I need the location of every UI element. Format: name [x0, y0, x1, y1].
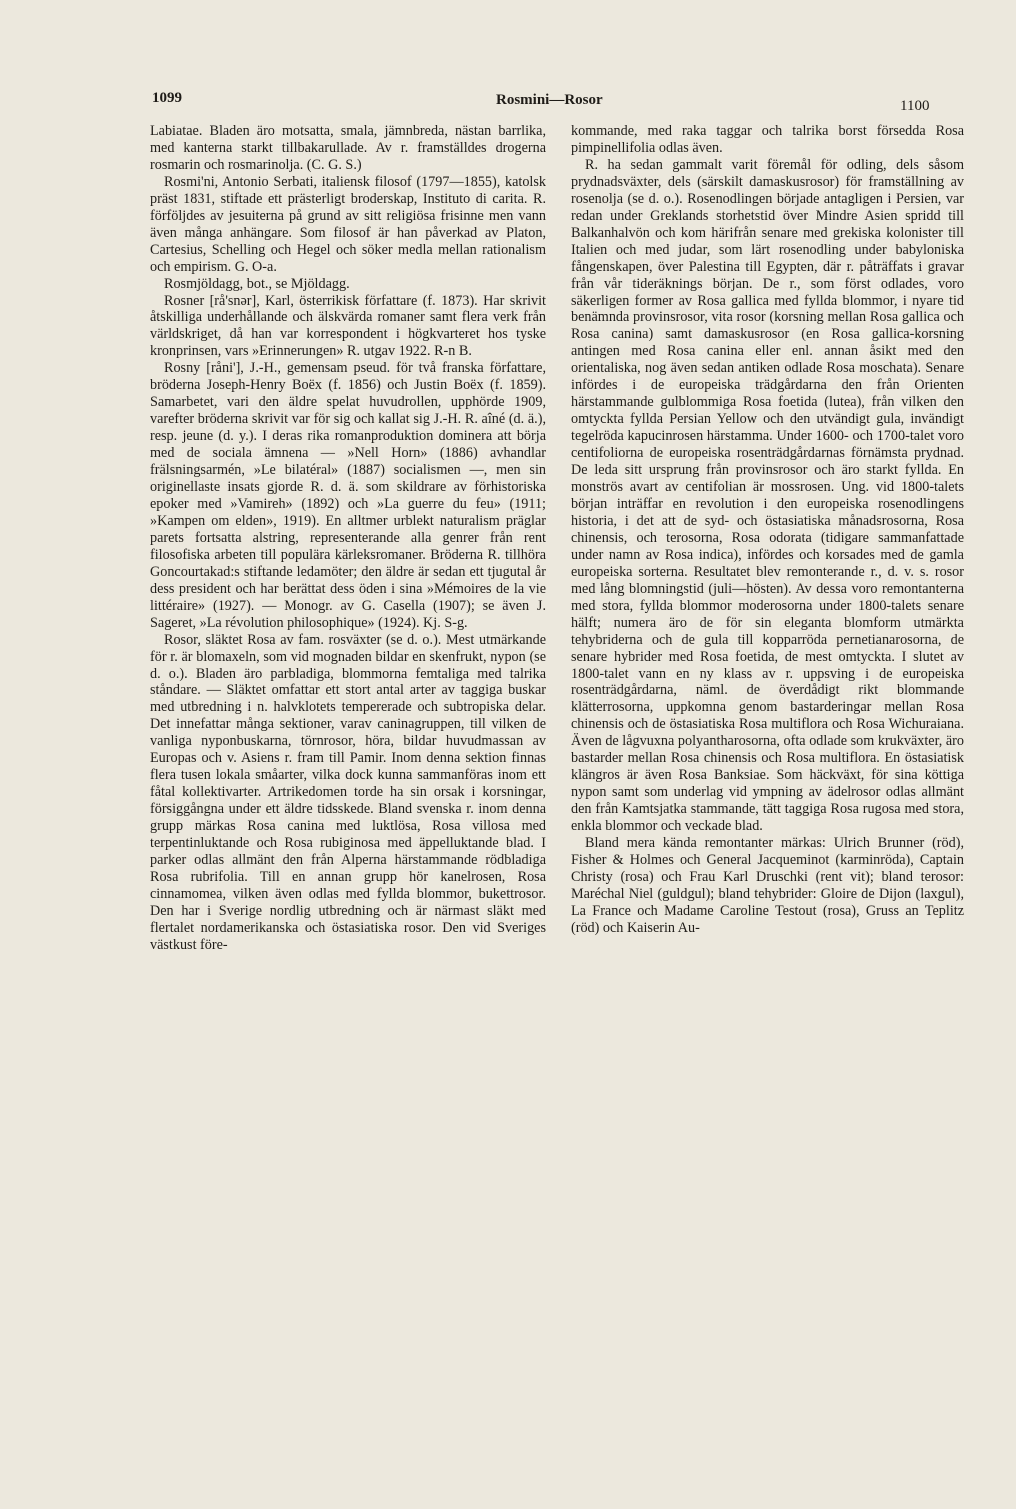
- left-page-number: 1099: [152, 90, 182, 106]
- right-page-number: 1100: [900, 98, 930, 114]
- entry-rosmjoldagg: Rosmjöldagg, bot., se Mjöldagg.: [164, 275, 350, 292]
- paragraph: Bland mera kända remontanter märkas: Ulrich Brunner (röd), Fisher & Holmes och General Jacqueminot (karminröda), Captain Christy (rosa) och Frau Karl Druschki (rent vit); bland terosor: Maréchal Niel (guldgul); bland tehybrider: Gloire de Dijon (laxgul), La France och Madame Caroline Testout (rosa), Gruss an Teplitz (röd) och Kaiserin Au-: [571, 835, 964, 936]
- paragraph: R. ha sedan gammalt varit föremål för odling, dels såsom prydnadsväxter, dels (särskilt damaskusrosor) för framställning av rosenolja (se d. o.). Rosenodlingen började antagligen i Persien, var redan under Greklands storhetstid över Mindre Asien spridd till Balkanhalvön och kom härifrån senare med grekiska kolonister till Italien och med judar, som lärt rosenodling under babyloniska fångenskapen, över Palestina till Egypten, där r. påträffats i gravar från vår tideräknings början. De r., som först odlades, voro säkerligen former av Rosa gallica med fyllda blommor, i nyare tid benämnda provinsrosor, vita rosor (korsning mellan Rosa gallica och Rosa canina) samt damaskusrosor (en Rosa gallica-korsning antingen med Rosa canina eller enl. annan åsikt med den orientaliska, nog även sedan antiken odlade Rosa moschata). Senare infördes i de europeiska trädgårdarna den från Orienten härstammande gulblommiga Rosa foetida (lutea), från vilken den omtyckta fyllda Persian Yellow och den utvändigt gula, invändigt tegelröda kapucinrosen härstamma. Under 1600- och 1700-talet voro centifoliorna de europeiska rosenträdgårdarnas förnämsta prydnad. De leda sitt ursprung från provinsrosor och äro starkt fyllda. En monströs avart av centifolian är mossrosen. Ung. vid 1800-talets början inträffar en revolution i den europeiska rosenodlingens historia, i det att de syd- och östasiatiska månadsrosorna, Rosa chinensis, och terosorna, Rosa odorata (tidigare sammanfattade under namn av Rosa indica), infördes och korsades med de gamla europeiska sorterna. Resultatet blev remonterande r., d. v. s. rosor med lång blomningstid (juli—hösten). Av dessa voro remontanterna med stora, fyllda blommor moderosorna under 1800-talets senare hälft; numera äro de för sin eleganta blomform utmärkta tehybriderna och de gula till kopparröda pernetianarosorna, de senare hybrider med Rosa foetida, de mest omtyckta. I slutet av 1800-talet vann en ny klass av r. uppsving i de europeiska rosenträdgårdarna, näml. de överdådigt rikt blommande klätterrosorna, uppkomna genom bastarderingar mellan Rosa chinensis och de östasiatiska Rosa multiflora och Rosa Wichuraiana. Även de lågvuxna polyantharosorna, ofta odlade som krukväxter, äro bastarder mellan Rosa chinensis och Rosa multiflora. En östasiatisk klängros är även Rosa Banksiae. Som häckväxt, för sina köttiga nypon samt som underlag vid ympning av ädelrosor odlas allmänt den från Kamtsjatka stammande, tätt taggiga Rosa rugosa med stora, enkla blommor och veckade blad.: [571, 156, 964, 835]
- entry-rosny: Rosny [råni'], J.-H., gemensam pseud. för två franska författare, bröderna Joseph-Henry Boëx (f. 1856) och Justin Boëx (f. 1859). Samarbetet, vari den äldre spelat huvudrollen, upphörde 1909, varefter bröderna skrivit var för sig och kallat sig J.-H. R. aîné (d. ä.), resp. jeune (d. y.). I deras rika romanproduktion dominera att börja med de sociala ämnena — »Nell Horn» (1886) avhandlar frälsningsarmén, »Le bilatéral» (1887) socialismen —, men sin originellaste insats gjorde R. d. ä. som skildrare av förhistoriska epoker med »Vamireh» (1892) och »La guerre du feu» (1911; »Kampen om elden», 1919). En alltmer urblekt naturalism präglar parets fortsatta alstring, representerande alla genrer från rent filosofiska arbeten till populära kärleksromaner. Bröderna R. tillhöra Goncourtakad:s stiftande ledamöter; den äldre är sedan ett tjugutal år dess president och har berättat dess öden i sina »Mémoires de la vie littéraire» (1927). — Monogr. av G. Casella (1907); se även J. Sageret, »La révolution philosophique» (1924). Kj. S-g.: [150, 360, 546, 631]
- right-text-column: [571, 123, 964, 937]
- left-text-column: [150, 123, 546, 954]
- entry-rosor: Rosor, släktet Rosa av fam. rosväxter (se d. o.). Mest utmärkande för r. är blomaxeln, som vid mognaden bildar en skenfrukt, nypon (se d. o.). Bladen äro parbladiga, blommorna femtaliga med talrika ståndare. — Släktet omfattar ett stort antal arter av taggiga buskar med utbredning i n. halvklotets tempererade och subtropiska delar. Det innefattar många sektioner, varav caninagruppen, till vilken de vanliga nyponbuskarna, törnrosor, höra, bildar huvudmassan av Europas och v. Asiens r. fram till Pamir. Inom denna sektion finnas flera tusen lokala småarter, vilka dock kunna sammanföras inom ett fåtal kollektivarter. Artrikedomen torde ha sin orsak i korsningar, försiggångna under ett äldre tidsskede. Bland svenska r. inom denna grupp märkas Rosa canina med luktlösa, Rosa villosa med terpentinluktande och Rosa rubiginosa med äppelluktande blad. I parker odlas allmänt den från Alperna härstammande rödbladiga Rosa rubrifolia. Till en annan grupp hör kanelrosen, Rosa cinnamomea, vilken även odlas med fyllda blommor, bukettrosor. Den har i Sverige nordlig utbredning och är närmast släkt med flertalet nordamerikanska och östasiatiska rosor. Den vid Sveriges västkust före-: [150, 631, 546, 953]
- entry-rosner: Rosner [rå'snər], Karl, österrikisk författare (f. 1873). Har skrivit åtskilliga underhållande och älskvärda romaner samt flera verk från världskriget, då han var korrespondent i högkvarteret hos tyske kronprinsen, vars »Erinnerungen» R. utgav 1922. R-n B.: [150, 292, 546, 360]
- paragraph: kommande, med raka taggar och talrika borst försedda Rosa pimpinellifolia odlas även.: [571, 123, 964, 156]
- running-title: Rosmini—Rosor: [496, 92, 603, 108]
- paragraph: Labiatae. Bladen äro motsatta, smala, jämnbreda, nästan barrlika, med kanterna starkt tillbakarullade. Av r. framställdes drogerna rosmarin och rosmarinolja. (C. G. S.): [150, 123, 546, 173]
- entry-rosmini: Rosmi'ni, Antonio Serbati, italiensk filosof (1797—1855), katolsk präst 1831, stiftade ett prästerligt broderskap, Instituto di carita. R. förföljdes av jesuiterna på grund av sitt religiösa frisinne men vann även många anhängare. Som filosof är han påverkad av Platon, Cartesius, Schelling och Hegel och söker medla mellan rationalism och empirism. G. O-a.: [150, 173, 546, 275]
